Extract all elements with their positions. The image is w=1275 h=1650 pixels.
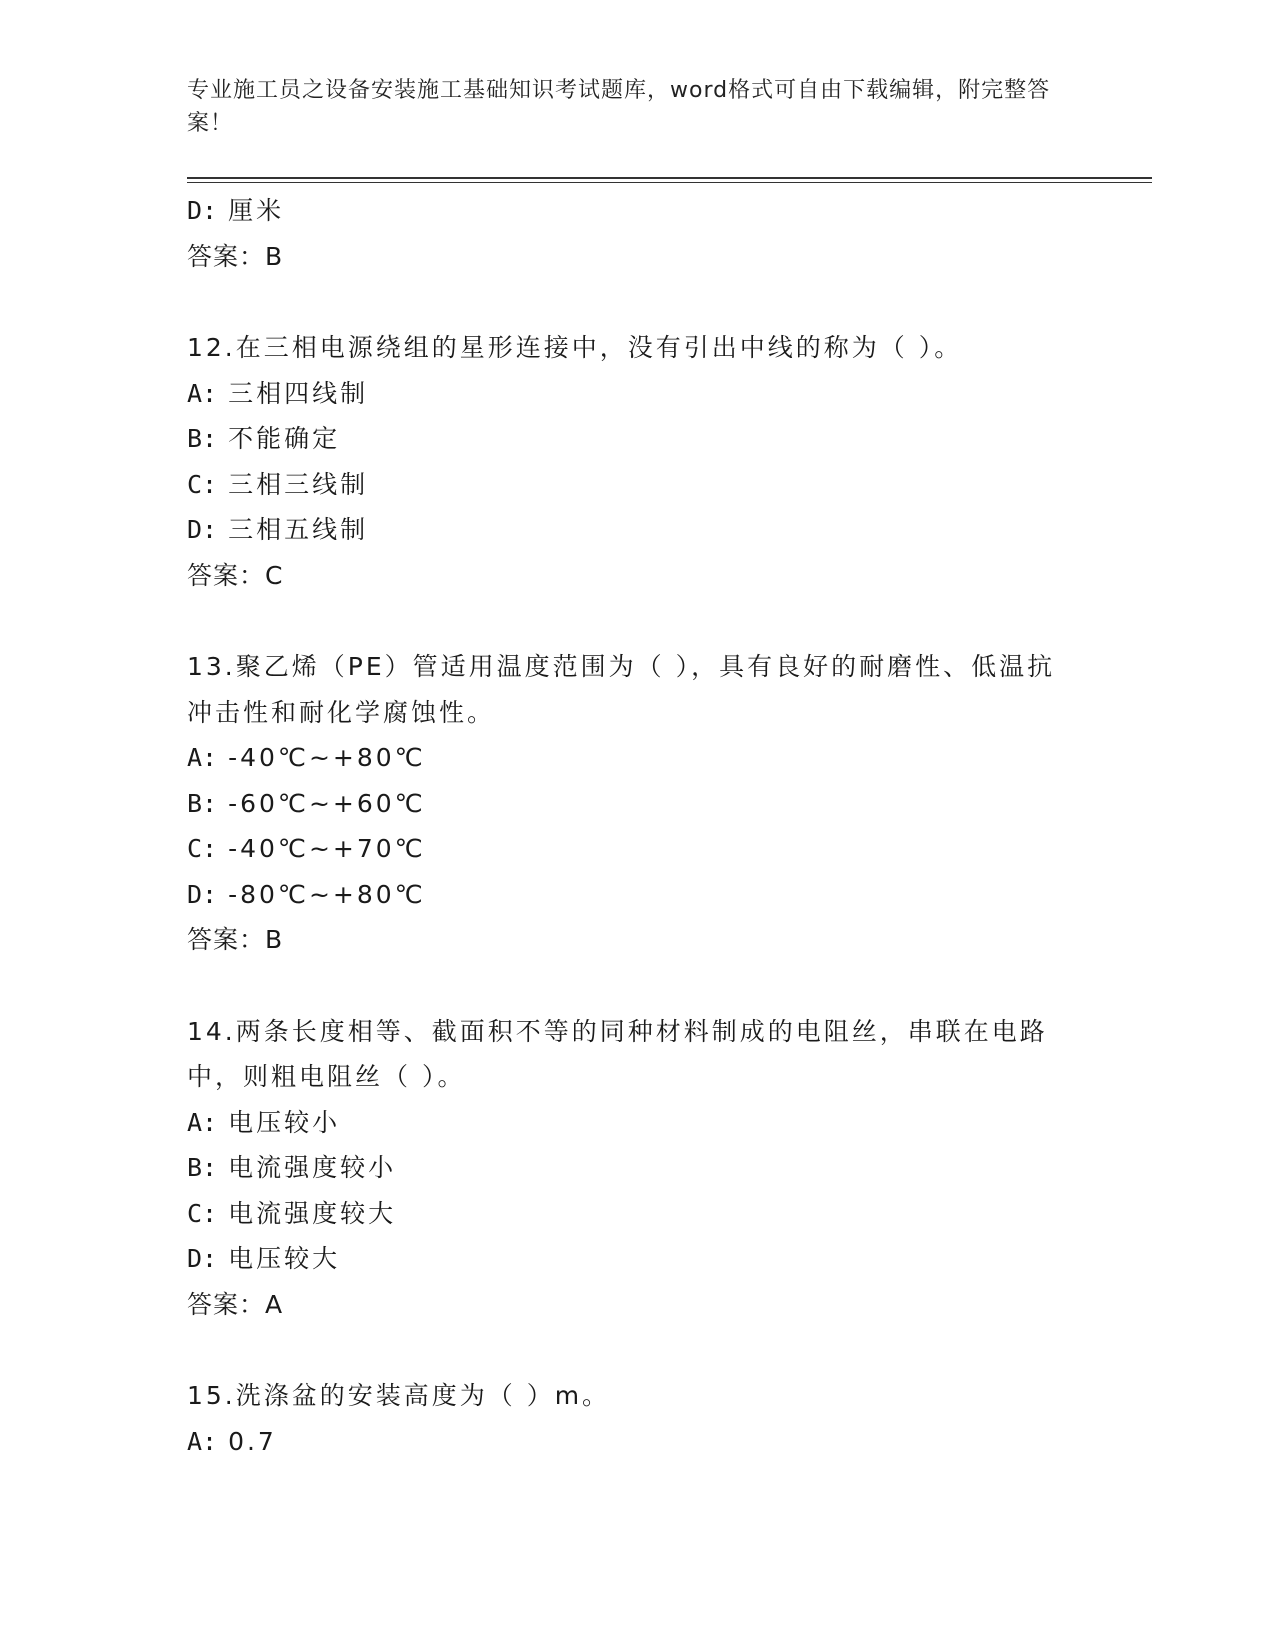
answer-line: 答案：B [187,241,284,271]
option-text: 电流强度较小 [228,1153,397,1182]
question-text: 12.在三相电源绕组的星形连接中，没有引出中线的称为（ ）。 [187,333,963,362]
spacer [187,1327,1087,1373]
option-text: 厘米 [228,196,285,225]
option-label: A: [187,378,218,408]
option-label: D: [187,515,218,544]
option-label: D: [187,879,218,909]
option-label: A: [187,1107,218,1137]
option-label: A: [187,743,218,772]
page-header: 专业施工员之设备安装施工基础知识考试题库，word格式可自由下载编辑，附完整答案！ [187,78,1051,136]
question-list [187,188,1087,1464]
option-text: 0.7 [228,1426,277,1456]
option-text: 不能确定 [228,424,341,453]
prev-question-tail [187,188,1087,279]
option-text: -40℃~+80℃ [228,743,426,772]
option-c [187,1191,1087,1237]
option-d [187,507,1087,553]
option-label: B: [187,788,218,818]
option-b [187,1145,1087,1191]
question-text: 14.两条长度相等、截面积不等的同种材料制成的电阻丝，串联在电路中，则粗电阻丝（ ）。 [187,1016,1048,1091]
option-b [187,416,1087,462]
question-13 [187,644,1087,963]
question-text: 15.洗涤盆的安装高度为（ ）m。 [187,1381,611,1410]
question-text: 13.聚乙烯（PE）管适用温度范围为（ ），具有良好的耐磨性、低温抗冲击性和耐化学腐蚀性。 [187,652,1056,727]
option-d [187,872,1087,918]
option-text: 三相四线制 [228,378,369,408]
option-b [187,781,1087,827]
spacer [187,963,1087,1009]
option-label: B: [187,1153,218,1182]
option-label: D: [187,1244,218,1273]
option-text: -80℃~+80℃ [228,879,426,909]
spacer [187,598,1087,644]
option-text: 三相五线制 [228,515,369,544]
option-text: 电压较小 [228,1107,341,1137]
option-label: C: [187,469,218,499]
option-c [187,826,1087,872]
option-a [187,735,1087,781]
option-a [187,1100,1087,1146]
option-text: -40℃~+70℃ [228,834,426,863]
option-text: 电流强度较大 [228,1198,397,1228]
option-d [187,1236,1087,1282]
answer-line: 答案：C [187,560,284,590]
option-label: A: [187,1426,218,1456]
question-14 [187,1009,1087,1328]
option-text: 三相三线制 [228,469,369,499]
option-label: C: [187,1198,218,1228]
question-15 [187,1373,1087,1464]
header-rule-thick [187,177,1152,179]
option-label: B: [187,424,218,453]
option-text: -60℃~+60℃ [228,788,426,818]
option-label: D: [187,196,218,225]
answer-line: 答案：B [187,925,284,954]
option-text: 电压较大 [228,1244,341,1273]
header-rule-thin [187,182,1152,183]
option-label: C: [187,834,218,863]
option-a [187,1419,1087,1465]
option-c [187,462,1087,508]
question-12 [187,325,1087,598]
answer-line: 答案：A [187,1289,284,1319]
spacer [187,279,1087,325]
option-a [187,371,1087,417]
option-d [187,188,1087,234]
